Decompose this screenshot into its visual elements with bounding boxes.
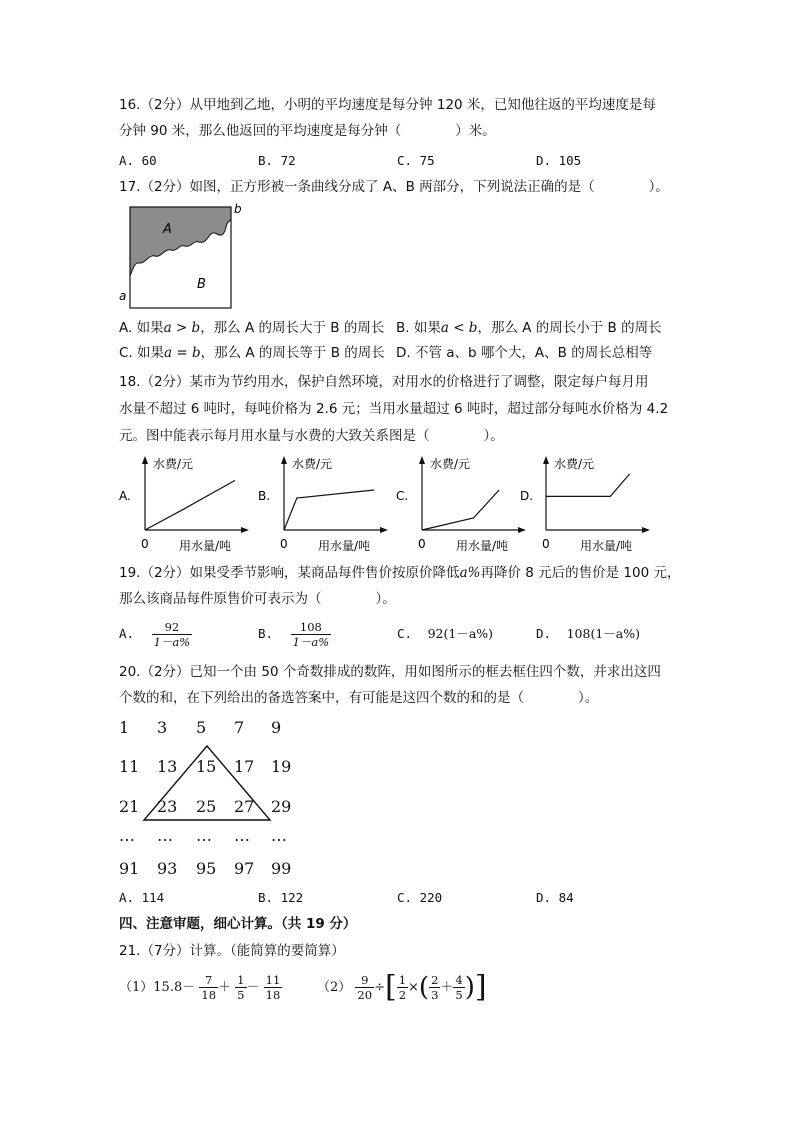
q20-option-c[interactable]: C. 220 bbox=[397, 890, 443, 905]
matrix-cell: 15 bbox=[196, 757, 217, 776]
origin-label: 0 bbox=[418, 537, 426, 551]
y-axis-arrow bbox=[142, 456, 148, 464]
graph-option-label: A. bbox=[119, 489, 131, 503]
x-axis-arrow bbox=[642, 527, 650, 533]
q19-option-b[interactable]: B. $\frac{108}{1-a\%}$ bbox=[258, 620, 330, 649]
q17-option-a[interactable]: A. 如果a > b，那么 A 的周长大于 B 的周长 bbox=[119, 320, 385, 336]
q17-stem: 17.（2分）如图，正方形被一条曲线分成了 A、B 两部分，下列说法正确的是（ ）。 bbox=[119, 179, 669, 195]
price-line bbox=[284, 490, 374, 530]
q16-option-d[interactable]: D. 105 bbox=[536, 153, 582, 168]
q18-graph-b[interactable] bbox=[258, 450, 388, 558]
y-axis-label: 水费/元 bbox=[554, 457, 595, 471]
x-axis-label: 用水量/吨 bbox=[318, 539, 371, 553]
label-b-region: B bbox=[197, 277, 206, 292]
origin-label: 0 bbox=[542, 537, 550, 551]
q18-line3: 元。图中能表示每月用水量与水费的大致关系图是（ ）。 bbox=[119, 428, 504, 444]
q20-option-d[interactable]: D. 84 bbox=[536, 890, 574, 905]
matrix-cell: 29 bbox=[271, 797, 292, 816]
q20-option-b[interactable]: B. 122 bbox=[258, 890, 304, 905]
q16-line1: 16.（2分）从甲地到乙地，小明的平均速度是每分钟 120 米，已知他往返的平均速度是每 bbox=[119, 97, 656, 113]
q21-part2: （2） $\frac{9}{20}$ ÷[ $\frac{1}{2}$ ×( $\frac{2}{3}$ ＋ $\frac{4}{5}$ )] bbox=[317, 969, 487, 1005]
x-axis-label: 用水量/吨 bbox=[456, 539, 509, 553]
matrix-cell: 11 bbox=[119, 757, 140, 776]
matrix-cell: … bbox=[196, 826, 212, 845]
matrix-cell: 3 bbox=[157, 718, 168, 737]
label-a-point: a bbox=[119, 289, 127, 303]
q20-line2: 个数的和，在下列给出的备选答案中，有可能是这四个数的和的是（ ）。 bbox=[119, 690, 599, 706]
price-line bbox=[422, 490, 499, 530]
q17-square-figure bbox=[115, 200, 245, 312]
q16-line2: 分钟 90 米，那么他返回的平均速度是每分钟（ ）米。 bbox=[119, 123, 496, 139]
price-line bbox=[145, 480, 235, 530]
q19-option-a[interactable]: A. $\frac{92}{1-a\%}$ bbox=[119, 620, 191, 649]
q17-option-b[interactable]: B. 如果a < b，那么 A 的周长小于 B 的周长 bbox=[396, 320, 662, 336]
matrix-cell: … bbox=[234, 826, 250, 845]
matrix-cell: … bbox=[271, 826, 287, 845]
origin-label: 0 bbox=[280, 537, 288, 551]
region-a-shaded bbox=[130, 207, 231, 276]
q21-stem: 21.（7分）计算。（能简算的要简算） bbox=[119, 943, 345, 959]
y-axis-arrow bbox=[543, 456, 549, 464]
q19-line1: 19.（2分）如果受季节影响，某商品每件售价按原价降低a%再降价 8 元后的售价是 100 元， bbox=[119, 565, 681, 581]
section4-title: 四、注意审题，细心计算。（共 19 分） bbox=[119, 916, 357, 932]
matrix-cell: … bbox=[119, 826, 135, 845]
y-axis-arrow bbox=[281, 456, 287, 464]
graph-option-label: D. bbox=[520, 489, 534, 503]
graph-option-label: C. bbox=[396, 489, 409, 503]
matrix-cell: 5 bbox=[196, 718, 207, 737]
q17-option-c[interactable]: C. 如果a = b，那么 A 的周长等于 B 的周长 bbox=[119, 345, 385, 361]
matrix-cell: 91 bbox=[119, 859, 140, 878]
matrix-cell: 25 bbox=[196, 797, 217, 816]
matrix-cell: 9 bbox=[271, 718, 282, 737]
q16-option-a[interactable]: A. 60 bbox=[119, 153, 157, 168]
x-axis-label: 用水量/吨 bbox=[580, 539, 633, 553]
x-axis-arrow bbox=[380, 527, 388, 533]
q17-option-d[interactable]: D. 不管 a、b 哪个大，A、B 的周长总相等 bbox=[396, 345, 653, 361]
origin-label: 0 bbox=[141, 537, 149, 551]
q21-part1: （1）15.8－ $\frac{7}{18}$ ＋ $\frac{1}{5}$ － $\frac{11}{18}$ bbox=[119, 973, 281, 1002]
matrix-cell: 13 bbox=[157, 757, 178, 776]
label-a-region: A bbox=[163, 222, 172, 237]
y-axis-label: 水费/元 bbox=[430, 457, 471, 471]
q18-line2: 水量不超过 6 吨时，每吨价格为 2.6 元；当用水量超过 6 吨时，超过部分每吨水价格为 4.2 bbox=[119, 401, 669, 417]
graph-option-label: B. bbox=[258, 489, 271, 503]
q19-option-d[interactable]: D. 108(1－a%) bbox=[536, 626, 640, 641]
matrix-cell: 27 bbox=[234, 797, 255, 816]
matrix-cell: 23 bbox=[157, 797, 178, 816]
matrix-cell: 97 bbox=[234, 859, 255, 878]
matrix-cell: 1 bbox=[119, 718, 130, 737]
q20-option-a[interactable]: A. 114 bbox=[119, 890, 165, 905]
matrix-cell: 7 bbox=[234, 718, 245, 737]
matrix-cell: 21 bbox=[119, 797, 140, 816]
x-axis-arrow bbox=[241, 527, 249, 533]
price-line bbox=[546, 474, 630, 496]
matrix-cell: 17 bbox=[234, 757, 255, 776]
label-b-point: b bbox=[234, 202, 242, 216]
q18-graph-a[interactable] bbox=[119, 450, 249, 558]
q18-graph-d[interactable] bbox=[520, 450, 650, 558]
q18-line1: 18.（2分）某市为节约用水，保护自然环境，对用水的价格进行了调整，限定每户每月用 bbox=[119, 374, 649, 390]
matrix-cell: 93 bbox=[157, 859, 178, 878]
q19-option-c[interactable]: C. 92(1－a%) bbox=[397, 626, 494, 641]
matrix-cell: 99 bbox=[271, 859, 292, 878]
q18-graph-c[interactable] bbox=[396, 450, 526, 558]
matrix-cell: 19 bbox=[271, 757, 292, 776]
y-axis-arrow bbox=[419, 456, 425, 464]
triangle-frame bbox=[140, 742, 280, 826]
x-axis-label: 用水量/吨 bbox=[179, 539, 232, 553]
q16-option-b[interactable]: B. 72 bbox=[258, 153, 296, 168]
q20-line1: 20.（2分）已知一个由 50 个奇数排成的数阵，用如图所示的框去框住四个数，并求出这四 bbox=[119, 664, 661, 680]
q16-option-c[interactable]: C. 75 bbox=[397, 153, 435, 168]
matrix-cell: … bbox=[157, 826, 173, 845]
q19-line2: 那么该商品每件原售价可表示为（ ）。 bbox=[119, 591, 396, 607]
matrix-cell: 95 bbox=[196, 859, 217, 878]
y-axis-label: 水费/元 bbox=[153, 457, 194, 471]
y-axis-label: 水费/元 bbox=[292, 457, 333, 471]
